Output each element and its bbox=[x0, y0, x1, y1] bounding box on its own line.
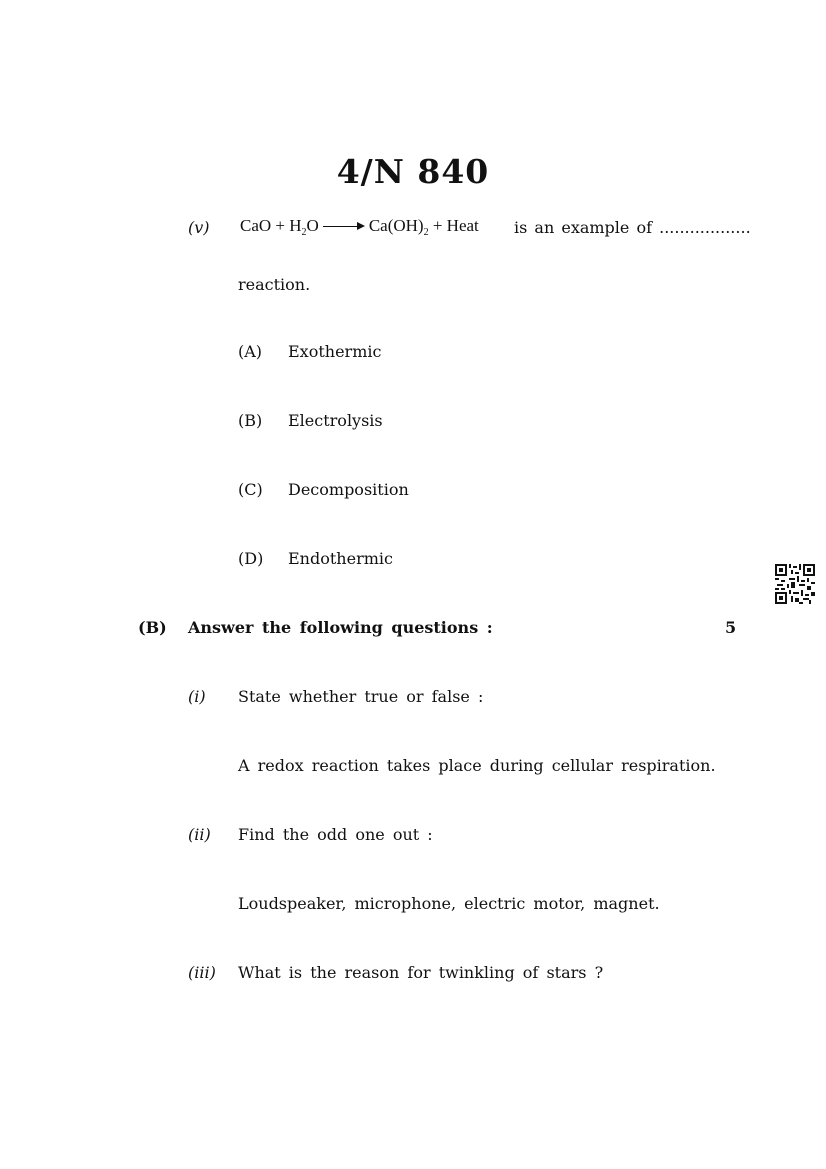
question-prompt: Find the odd one out : bbox=[238, 825, 433, 844]
question-prompt: What is the reason for twinkling of stars ? bbox=[238, 963, 604, 982]
question-body: A redox reaction takes place during cellular respiration. bbox=[238, 756, 716, 775]
section-heading: Answer the following questions : bbox=[188, 618, 493, 637]
question-label: (v) bbox=[188, 218, 210, 237]
option-letter: (B) bbox=[238, 411, 263, 430]
subscript: 2 bbox=[301, 227, 307, 238]
subscript: 2 bbox=[423, 227, 429, 238]
option-text: Electrolysis bbox=[288, 411, 383, 430]
option-text: Decomposition bbox=[288, 480, 409, 499]
question-label: (i) bbox=[188, 687, 206, 706]
equation-lhs-end: O bbox=[306, 216, 319, 235]
qr-code-icon bbox=[775, 564, 815, 604]
equation-rhs: Ca(OH) bbox=[368, 216, 424, 235]
option-text: Exothermic bbox=[288, 342, 382, 361]
right-arrow-icon bbox=[323, 221, 365, 231]
equation-rhs-end: + Heat bbox=[432, 216, 479, 235]
option-text: Endothermic bbox=[288, 549, 393, 568]
section-marks: 5 bbox=[725, 618, 737, 637]
section-label: (B) bbox=[138, 618, 167, 637]
question-label: (iii) bbox=[188, 963, 216, 982]
option-letter: (D) bbox=[238, 549, 264, 568]
question-label: (ii) bbox=[188, 825, 211, 844]
page-title: 4/N 840 bbox=[336, 152, 490, 191]
option-letter: (A) bbox=[238, 342, 263, 361]
question-stem: is an example of .................. bbox=[514, 218, 751, 237]
chemical-equation bbox=[240, 216, 479, 238]
question-body: Loudspeaker, microphone, electric motor, magnet. bbox=[238, 894, 660, 913]
question-prompt: State whether true or false : bbox=[238, 687, 484, 706]
question-stem-continued: reaction. bbox=[238, 275, 311, 294]
option-letter: (C) bbox=[238, 480, 263, 499]
equation-lhs: CaO + H bbox=[240, 216, 302, 235]
